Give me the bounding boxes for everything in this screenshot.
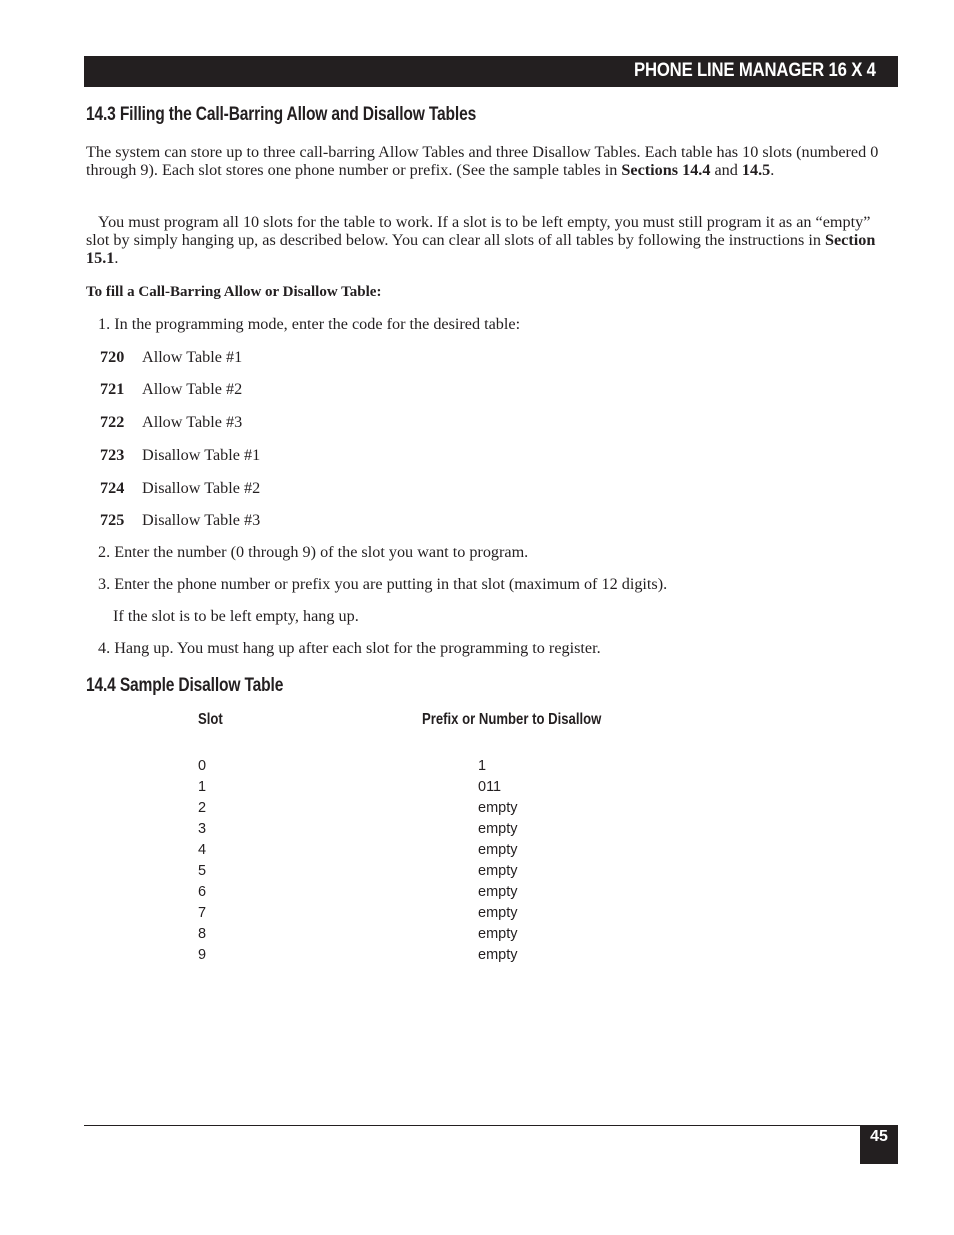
table-code-label: Disallow Table #3 <box>142 511 261 529</box>
slot-cell: 2 <box>198 800 207 816</box>
slot-cell: 4 <box>198 842 207 858</box>
prefix-cell: empty <box>478 926 518 942</box>
slot-cell: 7 <box>198 905 207 921</box>
prefix-cell: empty <box>478 905 518 921</box>
running-header <box>84 56 898 87</box>
table-code: 724 <box>100 479 125 497</box>
programming-paragraph: You must program all 10 slots for the table to work. If a slot is to be left empty, you must still program it as an “empty” slot by simply hanging up, as described below. You can clear all slots of all tables by following the instructions in Section 15.1. <box>86 213 876 267</box>
slot-cell: 1 <box>198 779 207 795</box>
section-heading-14-3: 14.3 Filling the Call-Barring Allow and Disallow Tables <box>86 104 477 125</box>
table-code: 725 <box>100 511 125 529</box>
table-code: 723 <box>100 446 125 464</box>
column-header-slot: Slot <box>198 711 223 728</box>
table-code-label: Allow Table #1 <box>142 348 243 366</box>
prefix-cell: 1 <box>478 758 487 774</box>
step-4: 4. Hang up. You must hang up after each slot for the programming to register. <box>98 639 601 657</box>
slot-cell: 8 <box>198 926 207 942</box>
manual-title: PHONE LINE MANAGER 16 X 4 <box>634 60 876 81</box>
table-code-label: Disallow Table #2 <box>142 479 261 497</box>
table-code-label: Allow Table #2 <box>142 380 243 398</box>
prefix-cell: 011 <box>478 779 502 795</box>
step-2: 2. Enter the number (0 through 9) of the slot you want to program. <box>98 543 529 561</box>
slot-cell: 0 <box>198 758 207 774</box>
step-1: 1. In the programming mode, enter the code for the desired table: <box>98 315 521 333</box>
step-3-note: If the slot is to be left empty, hang up. <box>113 607 359 625</box>
prefix-cell: empty <box>478 947 518 963</box>
procedure-subheading: To fill a Call-Barring Allow or Disallow Table: <box>86 284 382 300</box>
slot-cell: 6 <box>198 884 207 900</box>
intro-paragraph: The system can store up to three call-barring Allow Tables and three Disallow Tables. Each table has 10 slots (numbered 0 through 9). Each slot stores one phone number or prefix. (See the sample tables in Sections 14.4 and 14.5. <box>86 143 879 179</box>
table-code-label: Allow Table #3 <box>142 413 243 431</box>
prefix-cell: empty <box>478 863 518 879</box>
table-code: 720 <box>100 348 125 366</box>
prefix-cell: empty <box>478 821 518 837</box>
table-code-label: Disallow Table #1 <box>142 446 261 464</box>
slot-cell: 3 <box>198 821 207 837</box>
slot-cell: 9 <box>198 947 207 963</box>
page-number-box <box>860 1125 898 1164</box>
page-number: 45 <box>870 1128 888 1145</box>
table-code: 722 <box>100 413 125 431</box>
step-3: 3. Enter the phone number or prefix you are putting in that slot (maximum of 12 digits). <box>98 575 668 593</box>
slot-cell: 5 <box>198 863 207 879</box>
footer-divider <box>84 1125 898 1126</box>
table-code: 721 <box>100 380 125 398</box>
column-header-prefix: Prefix or Number to Disallow <box>422 711 602 728</box>
prefix-cell: empty <box>478 800 518 816</box>
prefix-cell: empty <box>478 884 518 900</box>
prefix-cell: empty <box>478 842 518 858</box>
section-heading-14-4: 14.4 Sample Disallow Table <box>86 675 284 696</box>
